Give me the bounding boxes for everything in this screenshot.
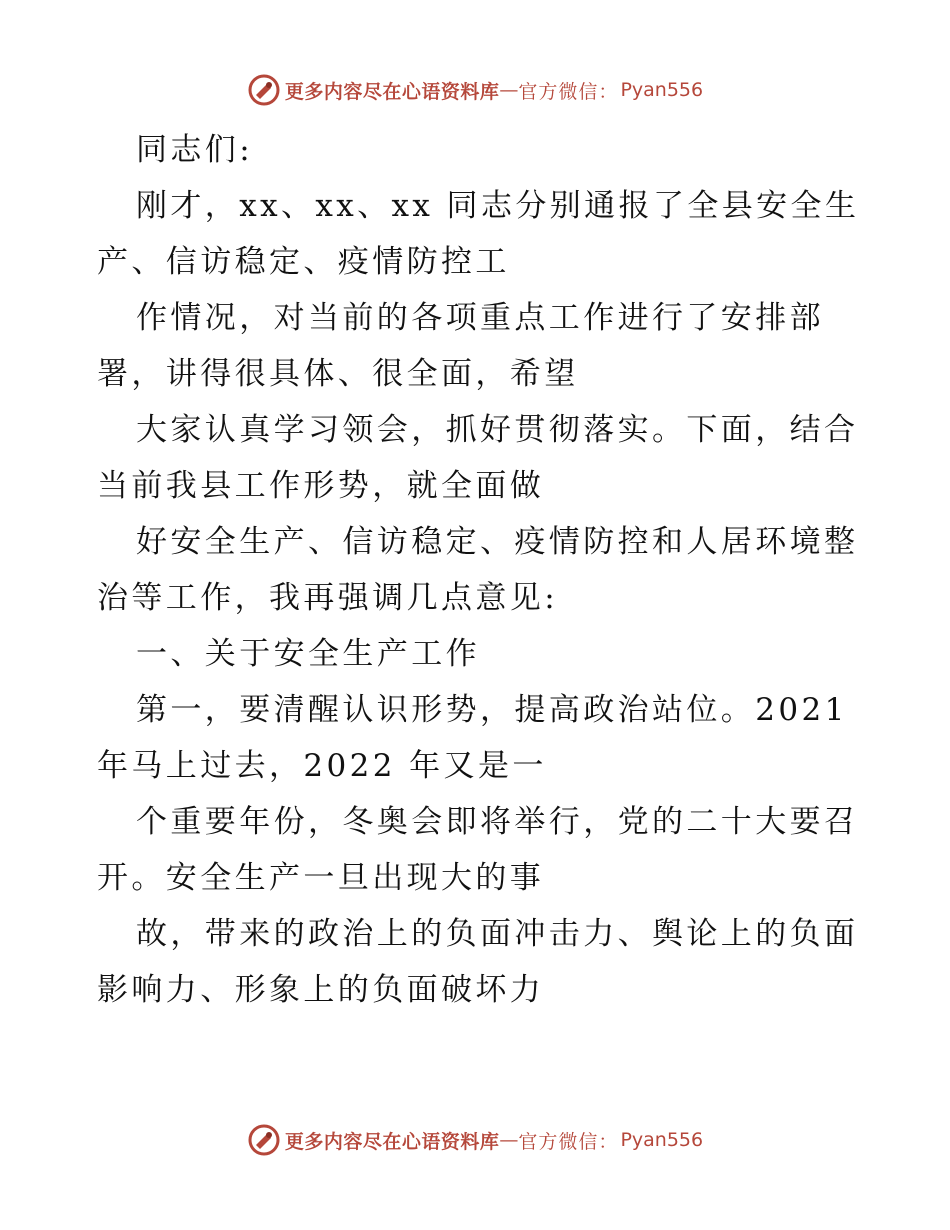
banner-wechat-label: 官方微信： bbox=[518, 1130, 619, 1153]
section-heading: 一、关于安全生产工作 bbox=[136, 636, 480, 672]
banner-wechat-label: 官方微信： bbox=[518, 80, 619, 103]
banner-separator: — bbox=[499, 79, 519, 101]
body-line: 年马上过去，2022 年又是一 bbox=[97, 748, 547, 784]
banner-wechat-id: Pyan556 bbox=[620, 1129, 704, 1151]
body-line: 当前我县工作形势，就全面做 bbox=[97, 468, 545, 504]
body-line: 开。安全生产一旦出现大的事 bbox=[97, 860, 545, 896]
body-line: 影响力、形象上的负面破坏力 bbox=[97, 972, 545, 1008]
brand-logo-icon bbox=[247, 73, 281, 107]
body-line: 同志们: bbox=[136, 132, 254, 168]
body-line: 署，讲得很具体、很全面，希望 bbox=[97, 356, 579, 392]
body-line: 第一，要清醒认识形势，提高政治站位。2021 bbox=[136, 692, 848, 728]
body-line: 治等工作，我再强调几点意见: bbox=[97, 580, 559, 616]
body-line: 个重要年份，冬奥会即将举行，党的二十大要召 bbox=[136, 804, 859, 840]
body-line: 刚才，xx、xx、xx 同志分别通报了全县安全生 bbox=[136, 188, 860, 224]
banner-brand-text: 更多内容尽在心语资料库 bbox=[284, 80, 500, 103]
footer-banner bbox=[0, 1120, 950, 1160]
body-line: 大家认真学习领会，抓好贯彻落实。下面，结合 bbox=[136, 412, 859, 448]
document-body bbox=[97, 122, 860, 1018]
header-banner bbox=[0, 70, 950, 110]
body-line: 好安全生产、信访稳定、疫情防控和人居环境整 bbox=[136, 524, 859, 560]
banner-wechat-id: Pyan556 bbox=[620, 79, 704, 101]
body-line: 故，带来的政治上的负面冲击力、舆论上的负面 bbox=[136, 916, 859, 952]
body-line: 作情况，对当前的各项重点工作进行了安排部 bbox=[136, 300, 824, 336]
banner-separator: — bbox=[499, 1129, 519, 1151]
banner-brand-text: 更多内容尽在心语资料库 bbox=[284, 1130, 500, 1153]
body-line: 产、信访稳定、疫情防控工 bbox=[97, 244, 510, 280]
brand-logo-icon bbox=[247, 1123, 281, 1157]
